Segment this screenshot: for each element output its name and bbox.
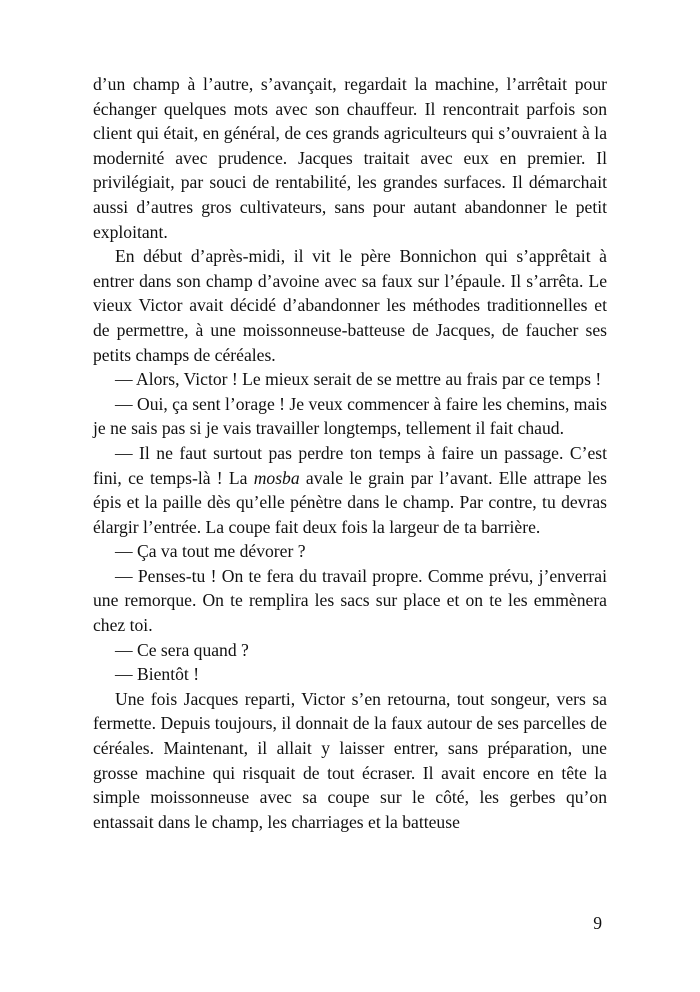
page-number: 9 <box>593 913 602 933</box>
paragraph-2: En début d’après-midi, il vit le père Bonnichon qui s’apprêtait à entrer dans son champ d’avoine avec sa faux sur l’épaule. Il s’arrêta. Le vieux Victor avait décidé d’abandonner les méthodes traditionnelles et de permettre, à une moissonneuse-batteuse de Jacques, de faucher ses petits champs de céréales. <box>93 246 607 365</box>
body-text <box>93 72 607 834</box>
paragraph-6: — Ça va tout me dévorer ? <box>115 541 306 562</box>
paragraph-5 <box>93 441 607 539</box>
paragraph-9: — Bientôt ! <box>115 664 200 685</box>
paragraph-5-before: — Il ne faut surtout pas perdre ton temps à faire un passage. C’est fini, ce temps-là ! La <box>93 442 607 488</box>
paragraph-5-after: avale le grain par l’avant. Elle attrape les épis et la paille dès qu’elle pénètre dans le champ. Par contre, tu devras élargir l’entrée. La coupe fait deux fois la largeur de ta barrière. <box>93 467 608 537</box>
paragraph-4: — Oui, ça sent l’orage ! Je veux commencer à faire les chemins, mais je ne sais pas si je vais travailler longtemps, tellement il fait chaud. <box>93 393 607 439</box>
italic-term: mosba <box>253 467 300 488</box>
paragraph-10: Une fois Jacques reparti, Victor s’en retourna, tout songeur, vers sa fermette. Depuis toujours, il donnait de la faux autour de ses parcelles de céréales. Maintenant, il allait y laisser entrer, sans préparation, une grosse machine qui risquait de tout écraser. Il avait encore en tête la simple moissonneuse avec sa coupe sur le côté, les gerbes qu’on entassait dans le champ, les charriages et la batteuse <box>93 688 607 832</box>
paragraph-8: — Ce sera quand ? <box>115 639 249 660</box>
paragraph-1: d’un champ à l’autre, s’avançait, regardait la machine, l’arrêtait pour échanger quelques mots avec son chauffeur. Il rencontrait parfois son client qui était, en général, de ces grands agriculteurs qui s’ouvraient à la modernité avec prudence. Jacques traitait avec eux en premier. Il privilégiait, par souci de rentabilité, les grandes surfaces. Il démarchait aussi d’autres gros cultivateurs, sans pour autant abandonner le petit exploitant. <box>93 74 607 242</box>
paragraph-3: — Alors, Victor ! Le mieux serait de se mettre au frais par ce temps ! <box>115 369 602 390</box>
paragraph-7: — Penses-tu ! On te fera du travail propre. Comme prévu, j’enverrai une remorque. On te remplira les sacs sur place et on te les emmènera chez toi. <box>93 565 607 636</box>
